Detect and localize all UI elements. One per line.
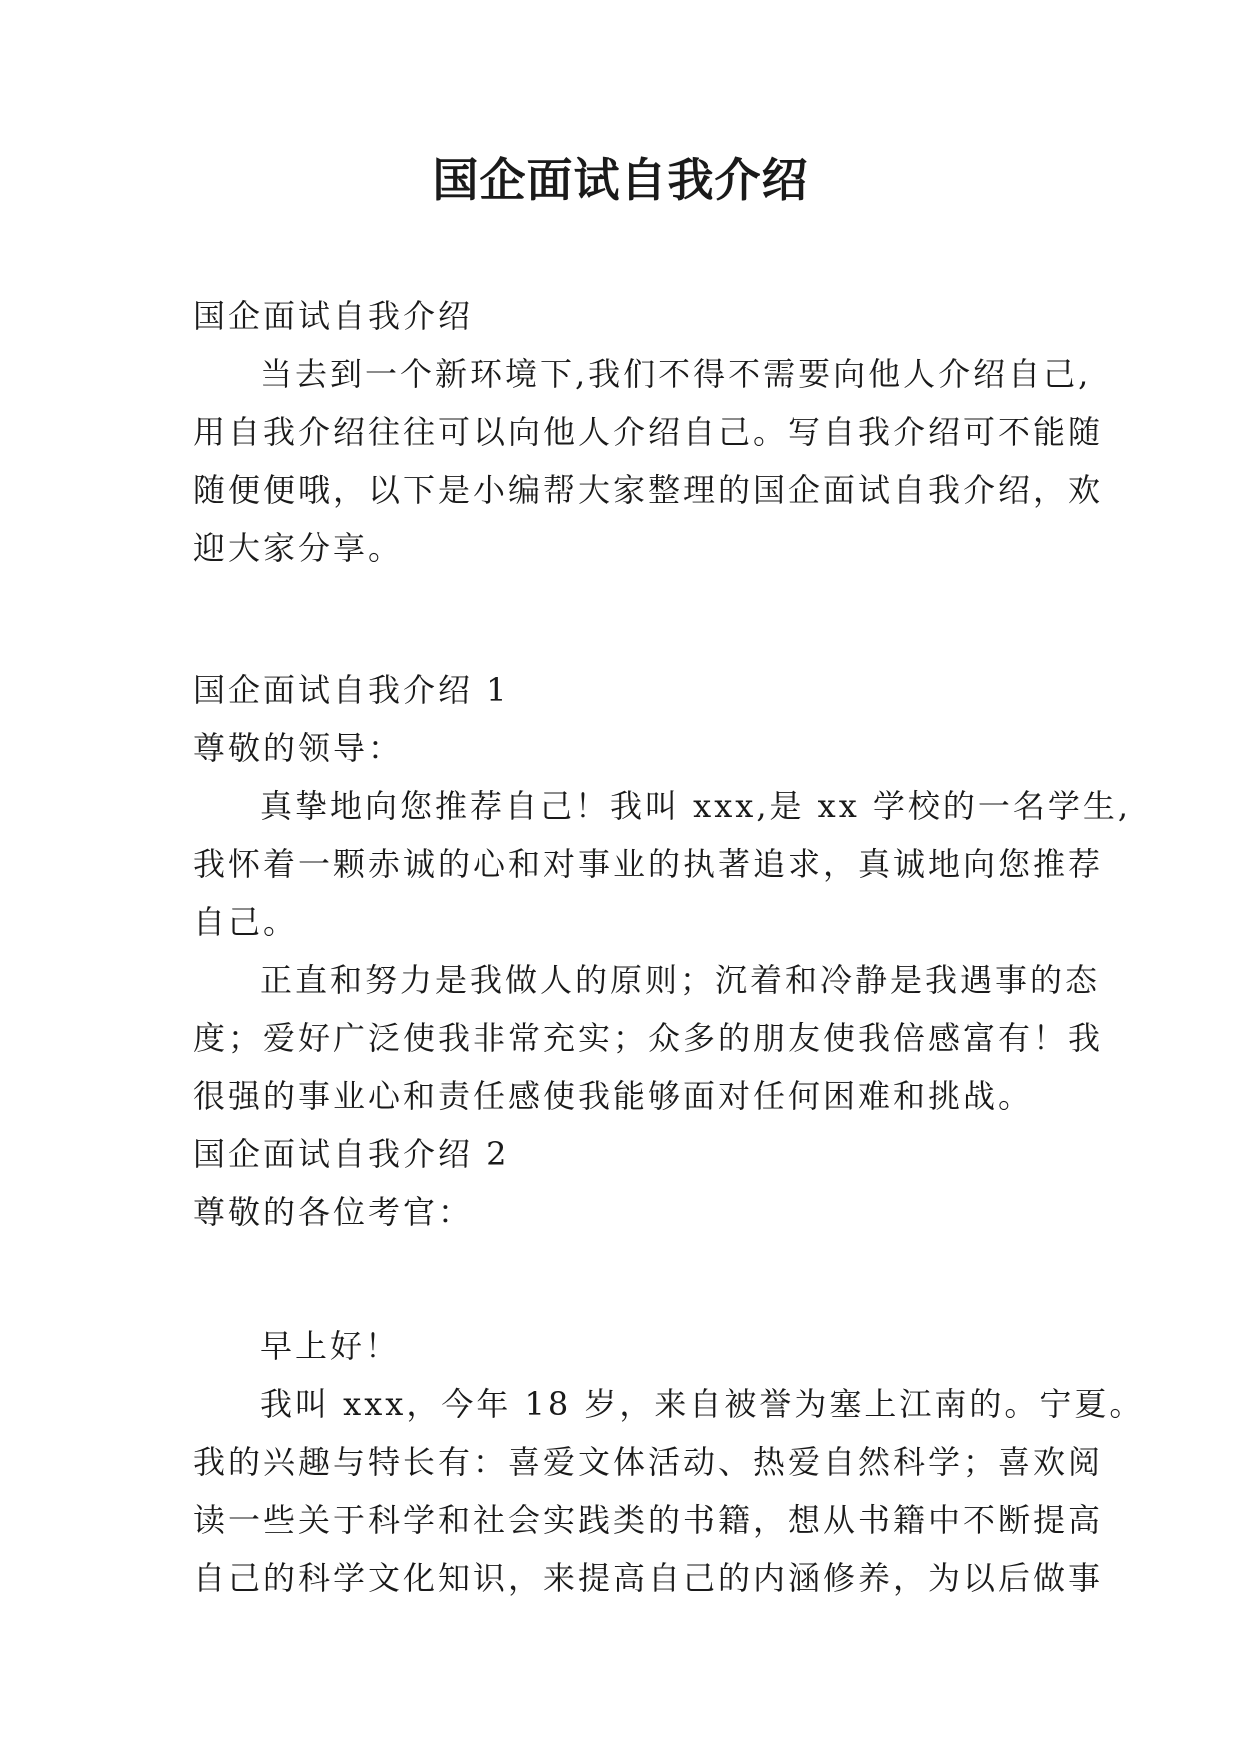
- text-line: 早上好！: [260, 1327, 401, 1365]
- text-line: 随便便哦，以下是小编帮大家整理的国企面试自我介绍，欢: [193, 471, 1104, 509]
- text-line: 当去到一个新环境下,我们不得不需要向他人介绍自己,: [260, 355, 1092, 393]
- paragraph-gap: [193, 577, 1068, 661]
- text-line: 度；爱好广泛使我非常充实；众多的朋友使我倍感富有！我: [193, 1019, 1104, 1057]
- text-line: 自己。: [193, 903, 299, 941]
- text-line: 尊敬的领导：: [193, 729, 404, 767]
- section-heading: 国企面试自我介绍 2: [193, 1135, 510, 1173]
- paragraph-gap: [193, 1241, 1068, 1317]
- document-title: 国企面试自我介绍: [432, 153, 809, 207]
- text-line: 我怀着一颗赤诚的心和对事业的执著追求，真诚地向您推荐: [193, 845, 1104, 883]
- text-line: 用自我介绍往往可以向他人介绍自己。写自我介绍可不能随: [193, 413, 1104, 451]
- text-line: 正直和努力是我做人的原则；沉着和冷静是我遇事的态: [260, 961, 1101, 999]
- text-line: 读一些关于科学和社会实践类的书籍，想从书籍中不断提高: [193, 1501, 1104, 1539]
- text-line: 自己的科学文化知识，来提高自己的内涵修养，为以后做事: [193, 1559, 1104, 1597]
- text-line: 尊敬的各位考官：: [193, 1193, 474, 1231]
- text-line: 很强的事业心和责任感使我能够面对任何困难和挑战。: [193, 1077, 1034, 1115]
- text-line: 真挚地向您推荐自己！我叫 xxx,是 xx 学校的一名学生,: [260, 787, 1132, 825]
- section-heading: 国企面试自我介绍 1: [193, 671, 510, 709]
- text-line: 国企面试自我介绍: [193, 297, 474, 335]
- text-line: 我的兴趣与特长有：喜爱文体活动、热爱自然科学；喜欢阅: [193, 1443, 1104, 1481]
- text-line: 我叫 xxx，今年 18 岁，来自被誉为塞上江南的。宁夏。: [260, 1385, 1145, 1423]
- document-body: [193, 287, 1145, 1607]
- text-line: 迎大家分享。: [193, 529, 404, 567]
